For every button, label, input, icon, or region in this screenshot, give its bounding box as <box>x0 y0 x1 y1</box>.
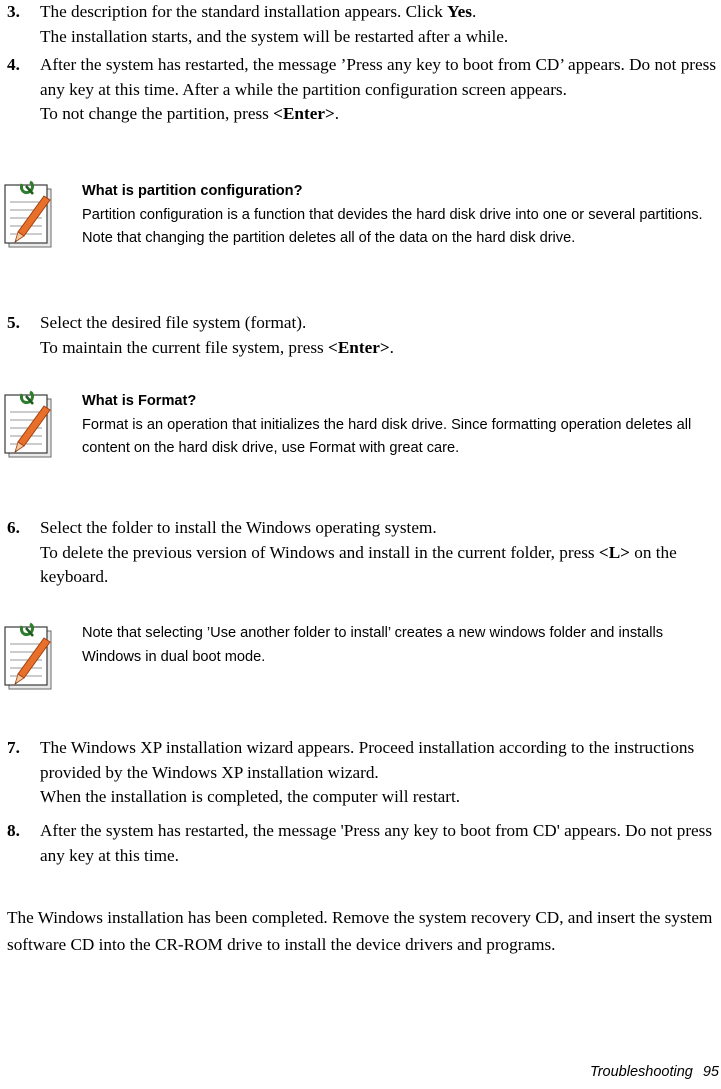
step-5-para1: Select the desired file system (format). <box>40 313 307 332</box>
step-5-period: . <box>389 337 394 357</box>
step-6-para1: Select the folder to install the Windows operating system. <box>40 518 437 537</box>
step-3-line1 <box>40 0 719 25</box>
step-5-para2 <box>40 336 719 361</box>
step-4-para2 <box>40 102 719 127</box>
step-6-text: To delete the previous version of Windows and install in the current folder, press <box>40 542 599 562</box>
step-4-period: . <box>334 104 340 123</box>
step-8-para1: After the system has restarted, the message 'Press any key to boot from CD' appears. Do not press any key at this time. <box>40 821 713 865</box>
step-6-para2 <box>40 541 719 590</box>
step-3-period: . <box>471 2 477 21</box>
step-number: 4. <box>7 55 20 74</box>
step-5 <box>7 311 719 360</box>
note-pencil-icon <box>0 180 54 254</box>
note-body: Format is an operation that initializes the hard disk drive. Since formatting operation deletes all content on the hard disk drive, use Format with great care. <box>82 416 692 456</box>
step-5-text: To maintain the current file system, press <box>40 337 329 357</box>
step-6 <box>7 516 719 590</box>
step-number: 6. <box>7 518 20 537</box>
note-body: Partition configuration is a function that devides the hard disk drive into one or several partitions. Note that changing the partition deletes all of the data on the hard disk drive. <box>82 206 703 246</box>
step-3-line2: The installation starts, and the system will be restarted after a while. <box>40 26 509 46</box>
step-7 <box>7 736 719 810</box>
step-number: 5. <box>7 313 20 332</box>
footer-section: Troubleshooting <box>589 1064 693 1080</box>
note-pencil-icon <box>0 622 54 696</box>
enter-key: <Enter> <box>328 337 390 357</box>
page-number: 95 <box>702 1064 719 1080</box>
step-4-text: To not change the partition, press <box>40 104 274 123</box>
step-3 <box>7 0 719 49</box>
step-number: 3. <box>7 2 20 21</box>
step-4-para1: After the system has restarted, the message ’Press any key to boot from CD’ appears. Do not press any key at this time. After a while the partition configuration screen appears. <box>40 55 717 99</box>
step-7-para2: When the installation is completed, the computer will restart. <box>40 787 461 806</box>
note-pencil-icon <box>0 390 54 464</box>
page-footer <box>590 1064 719 1080</box>
step-6-text-end: on the keyboard. <box>40 542 677 586</box>
enter-key: <Enter> <box>273 104 335 123</box>
step-4 <box>7 53 719 127</box>
step-7-para1: The Windows XP installation wizard appears. Proceed installation according to the instructions provided by the Windows XP installation wizard. <box>40 738 695 782</box>
step-3-text: The description for the standard installation appears. Click <box>40 2 448 21</box>
closing-paragraph: The Windows installation has been completed. Remove the system recovery CD, and insert the system software CD into the CR-ROM drive to install the device drivers and programs. <box>7 908 713 954</box>
step-8 <box>7 819 719 868</box>
note-title: What is Format? <box>82 393 197 409</box>
note-body: Note that selecting ’Use another folder to install’ creates a new windows folder and installs Windows in dual boot mode. <box>82 625 664 665</box>
step-number: 8. <box>7 821 20 840</box>
note-title: What is partition configuration? <box>82 183 303 199</box>
yes-keyword: Yes <box>447 2 472 21</box>
step-number: 7. <box>7 738 20 757</box>
l-key: <L> <box>598 542 630 562</box>
